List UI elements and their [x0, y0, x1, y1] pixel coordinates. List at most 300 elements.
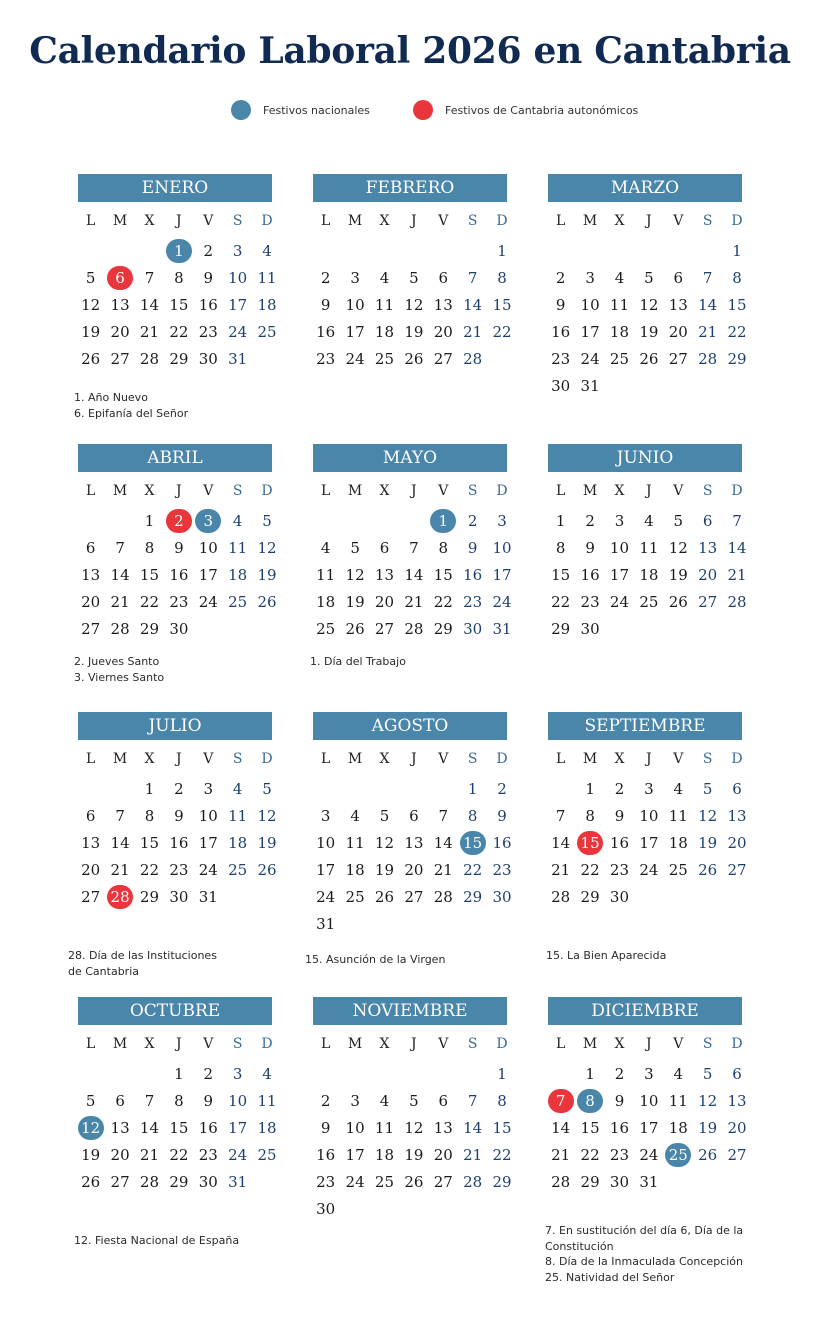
day-cell [487, 857, 516, 884]
day-number: 31 [228, 350, 248, 368]
day-cell [722, 319, 751, 346]
empty-cell [693, 238, 722, 265]
day-cell [487, 1169, 516, 1196]
empty-cell [399, 776, 428, 803]
day-number: 26 [698, 861, 718, 879]
day-cell [105, 562, 134, 589]
day-cell [693, 292, 722, 319]
day-number: 7 [144, 1092, 155, 1110]
day-number: 2 [174, 780, 184, 798]
day-number: 4 [614, 269, 625, 287]
day-cell [223, 346, 252, 373]
day-number: 26 [668, 593, 688, 611]
day-cell [429, 292, 458, 319]
day-number: 16 [316, 1146, 336, 1164]
day-cell [223, 857, 252, 884]
empty-cell [76, 508, 105, 535]
day-cell [575, 1142, 604, 1169]
day-number: 10 [228, 1092, 248, 1110]
month-header: MARZO [548, 174, 742, 202]
empty-cell [458, 1061, 487, 1088]
day-cell [487, 319, 516, 346]
day-number: 20 [404, 861, 424, 879]
day-number: 10 [316, 834, 336, 852]
day-number: 8 [144, 807, 155, 825]
day-cell [370, 1169, 399, 1196]
day-number: 18 [228, 566, 248, 584]
day-number: 25 [668, 861, 688, 879]
day-number: 30 [463, 620, 483, 638]
day-number: 22 [492, 1146, 512, 1164]
day-number: 24 [492, 593, 512, 611]
day-number: 15 [492, 296, 512, 314]
day-number: 22 [580, 1146, 600, 1164]
day-cell [340, 1142, 369, 1169]
day-number: 11 [228, 539, 248, 557]
month-agosto [311, 712, 515, 938]
weekday-label: X [379, 213, 390, 229]
month-header: NOVIEMBRE [313, 997, 507, 1025]
day-number: 26 [374, 888, 395, 906]
weekday-label: V [203, 751, 214, 767]
day-number: 12 [257, 807, 277, 825]
day-number: 27 [727, 861, 747, 879]
day-cell [311, 292, 340, 319]
day-cell [487, 589, 516, 616]
day-cell [370, 1142, 399, 1169]
day-number: 6 [732, 780, 742, 798]
day-cell [135, 1169, 164, 1196]
day-cell [105, 535, 134, 562]
day-cell [634, 1142, 663, 1169]
day-cell [76, 562, 105, 589]
month-header: ABRIL [78, 444, 272, 472]
weekday-label: L [86, 213, 96, 229]
day-number: 19 [257, 834, 277, 852]
weekday-label: M [582, 751, 598, 767]
day-number: 17 [580, 323, 600, 341]
day-number: 10 [639, 1092, 659, 1110]
weekday-label: J [176, 483, 182, 499]
day-cell [664, 1142, 693, 1169]
day-cell [135, 857, 164, 884]
day-cell [664, 776, 693, 803]
day-number: 1 [732, 242, 742, 260]
weekday-label: D [261, 751, 273, 767]
day-number: 20 [110, 1146, 130, 1164]
day-number: 19 [81, 1146, 101, 1164]
day-number: 13 [433, 1119, 453, 1137]
day-cell [575, 1061, 604, 1088]
empty-cell [399, 508, 428, 535]
day-number: 20 [433, 323, 453, 341]
day-number: 13 [668, 296, 688, 314]
day-number: 12 [668, 539, 688, 557]
day-number: 5 [85, 1092, 96, 1110]
day-number: 29 [580, 1173, 600, 1191]
empty-cell [105, 776, 134, 803]
day-cell [135, 265, 164, 292]
day-cell [634, 346, 663, 373]
day-number: 14 [727, 539, 747, 557]
weekday-label: M [347, 1036, 363, 1052]
day-number: 17 [639, 834, 659, 852]
weekday-label: L [86, 751, 96, 767]
weekday-label: S [702, 213, 713, 229]
day-number: 26 [698, 1146, 718, 1164]
day-cell [223, 562, 252, 589]
day-cell [164, 857, 193, 884]
holiday-note: 15. Asunción de la Virgen [305, 953, 446, 966]
day-number: 28 [463, 350, 483, 368]
day-number: 5 [644, 269, 654, 287]
day-cell [105, 803, 134, 830]
day-number: 7 [438, 807, 449, 825]
day-number: 1 [144, 780, 155, 798]
weekday-label: S [467, 1036, 478, 1052]
day-cell [634, 562, 663, 589]
day-cell [664, 1115, 693, 1142]
day-number: 22 [551, 593, 571, 611]
day-number: 3 [585, 269, 595, 287]
day-number: 29 [580, 888, 600, 906]
day-cell [223, 1115, 252, 1142]
day-number: 2 [497, 780, 507, 798]
day-cell [340, 830, 369, 857]
day-cell [194, 1088, 223, 1115]
day-cell [311, 803, 340, 830]
day-cell [223, 1169, 252, 1196]
day-number: 9 [585, 539, 595, 557]
day-cell [546, 803, 575, 830]
day-number: 12 [81, 296, 101, 314]
day-number: 22 [727, 323, 747, 341]
day-cell [194, 884, 223, 911]
day-number: 20 [698, 566, 718, 584]
day-cell [164, 238, 193, 265]
weekday-header-row [76, 480, 280, 502]
day-cell [693, 535, 722, 562]
weekday-label: X [614, 213, 625, 229]
day-cell [429, 884, 458, 911]
holiday-notes [74, 390, 284, 421]
day-cell [164, 589, 193, 616]
day-number: 14 [139, 1119, 160, 1137]
day-cell [223, 535, 252, 562]
weekday-label: V [438, 213, 449, 229]
day-cell [311, 265, 340, 292]
holiday-note: 8. Día de la Inmaculada Concepción [545, 1255, 743, 1268]
day-cell [722, 830, 751, 857]
day-cell [399, 535, 428, 562]
day-number: 4 [262, 1065, 272, 1083]
day-cell [605, 508, 634, 535]
day-cell [429, 562, 458, 589]
month-febrero [311, 174, 515, 373]
holiday-note: 12. Fiesta Nacional de España [74, 1234, 240, 1247]
holiday-notes [74, 654, 284, 685]
day-cell [605, 803, 634, 830]
national-holiday-day: 15 [460, 831, 486, 855]
day-cell [252, 857, 281, 884]
day-number: 5 [673, 512, 684, 530]
day-number: 30 [551, 377, 571, 395]
day-number: 11 [257, 269, 277, 287]
day-number: 29 [139, 620, 160, 638]
day-cell [105, 346, 134, 373]
month-header: OCTUBRE [78, 997, 272, 1025]
day-number: 29 [169, 1173, 189, 1191]
day-number: 10 [345, 296, 365, 314]
weekday-label: S [467, 751, 478, 767]
day-cell [693, 346, 722, 373]
day-number: 9 [320, 296, 331, 314]
day-number: 18 [316, 593, 336, 611]
holiday-notes [546, 948, 756, 964]
day-cell [429, 1088, 458, 1115]
day-cell [605, 884, 634, 911]
day-cell [575, 1115, 604, 1142]
day-cell [252, 1061, 281, 1088]
days-grid [546, 508, 750, 643]
day-cell [370, 1088, 399, 1115]
weekday-label: M [582, 1036, 598, 1052]
day-number: 23 [169, 593, 189, 611]
weekday-label: D [731, 751, 743, 767]
day-cell [194, 803, 223, 830]
day-number: 5 [85, 269, 96, 287]
day-cell [458, 319, 487, 346]
day-number: 18 [257, 1119, 277, 1137]
day-cell [252, 1115, 281, 1142]
weekday-label: S [232, 483, 243, 499]
day-number: 8 [555, 539, 566, 557]
day-cell [194, 535, 223, 562]
day-number: 13 [81, 566, 101, 584]
day-cell [340, 616, 369, 643]
day-cell [605, 1142, 634, 1169]
weekday-label: J [646, 213, 652, 229]
day-cell [487, 265, 516, 292]
day-number: 3 [320, 807, 331, 825]
weekday-label: V [438, 751, 449, 767]
days-grid [76, 508, 280, 643]
day-number: 17 [198, 566, 218, 584]
day-number: 12 [404, 1119, 424, 1137]
day-cell [164, 292, 193, 319]
day-number: 26 [639, 350, 659, 368]
day-cell [487, 616, 516, 643]
weekday-label: J [411, 483, 417, 499]
day-number: 21 [139, 323, 160, 341]
day-number: 5 [702, 1065, 713, 1083]
day-number: 14 [139, 296, 160, 314]
day-number: 8 [467, 807, 478, 825]
day-number: 17 [345, 1146, 365, 1164]
day-number: 22 [492, 323, 512, 341]
day-cell [546, 346, 575, 373]
day-cell [105, 319, 134, 346]
day-number: 31 [316, 915, 336, 933]
day-cell [340, 346, 369, 373]
holiday-notes [545, 1223, 745, 1285]
holiday-note: 28. Día de las Instituciones de Cantabria [68, 949, 217, 978]
weekday-label: X [144, 213, 155, 229]
day-number: 31 [639, 1173, 659, 1191]
weekday-label: M [347, 751, 363, 767]
day-number: 28 [139, 350, 160, 368]
day-cell [135, 292, 164, 319]
day-number: 18 [639, 566, 659, 584]
regional-holiday-day: 15 [577, 831, 603, 855]
day-cell [164, 616, 193, 643]
day-cell [487, 1061, 516, 1088]
day-cell [223, 589, 252, 616]
day-number: 12 [698, 1092, 718, 1110]
day-cell [458, 1088, 487, 1115]
day-number: 11 [345, 834, 365, 852]
empty-cell [429, 776, 458, 803]
empty-cell [311, 1061, 340, 1088]
day-cell [76, 857, 105, 884]
day-cell [194, 1169, 223, 1196]
weekday-label: X [379, 1036, 390, 1052]
day-cell [223, 776, 252, 803]
day-number: 6 [115, 1092, 125, 1110]
day-cell [664, 346, 693, 373]
day-number: 30 [492, 888, 512, 906]
day-cell [252, 803, 281, 830]
day-cell [252, 589, 281, 616]
weekday-label: M [112, 1036, 128, 1052]
day-cell [634, 803, 663, 830]
day-number: 12 [257, 539, 277, 557]
day-cell [311, 1196, 340, 1223]
day-number: 30 [609, 888, 630, 906]
day-number: 21 [463, 323, 483, 341]
day-cell [252, 1142, 281, 1169]
weekday-label: D [731, 483, 743, 499]
day-cell [105, 265, 134, 292]
day-number: 22 [463, 861, 483, 879]
weekday-label: V [673, 483, 684, 499]
empty-cell [340, 1061, 369, 1088]
day-cell [194, 292, 223, 319]
day-number: 13 [404, 834, 424, 852]
day-cell [311, 319, 340, 346]
day-cell [634, 535, 663, 562]
day-cell [575, 346, 604, 373]
day-number: 4 [644, 512, 654, 530]
day-number: 21 [463, 1146, 483, 1164]
day-number: 20 [727, 834, 747, 852]
empty-cell [546, 776, 575, 803]
day-cell [546, 1142, 575, 1169]
day-number: 29 [551, 620, 571, 638]
day-number: 6 [85, 539, 96, 557]
day-cell [164, 508, 193, 535]
day-number: 1 [585, 1065, 595, 1083]
weekday-label: S [467, 213, 478, 229]
day-cell [546, 589, 575, 616]
day-number: 10 [345, 1119, 365, 1137]
day-number: 19 [374, 861, 395, 879]
day-cell [164, 1115, 193, 1142]
day-number: 13 [81, 834, 101, 852]
day-cell [458, 292, 487, 319]
empty-cell [340, 776, 369, 803]
weekday-label: S [232, 751, 243, 767]
day-cell [105, 857, 134, 884]
day-number: 15 [727, 296, 747, 314]
day-cell [135, 1088, 164, 1115]
weekday-label: M [112, 483, 128, 499]
day-cell [252, 562, 281, 589]
weekday-label: J [176, 213, 182, 229]
day-number: 25 [316, 620, 336, 638]
day-number: 24 [639, 861, 659, 879]
weekday-header-row [311, 1033, 515, 1055]
day-cell [429, 857, 458, 884]
day-number: 10 [228, 269, 248, 287]
day-cell [164, 319, 193, 346]
day-cell [575, 373, 604, 400]
month-septiembre [546, 712, 750, 911]
day-cell [76, 1115, 105, 1142]
day-cell [546, 884, 575, 911]
weekday-label: L [321, 1036, 331, 1052]
day-cell [223, 803, 252, 830]
day-cell [252, 265, 281, 292]
day-number: 30 [609, 1173, 630, 1191]
days-grid [546, 776, 750, 911]
day-cell [76, 535, 105, 562]
day-number: 4 [379, 1092, 390, 1110]
month-abril [76, 444, 280, 643]
day-cell [693, 803, 722, 830]
day-number: 27 [433, 1173, 453, 1191]
day-cell [223, 1088, 252, 1115]
day-cell [664, 508, 693, 535]
day-cell [76, 265, 105, 292]
day-number: 12 [345, 566, 365, 584]
day-cell [105, 1088, 134, 1115]
day-number: 9 [555, 296, 566, 314]
day-cell [575, 830, 604, 857]
day-number: 4 [379, 269, 390, 287]
day-number: 7 [115, 807, 125, 825]
day-number: 25 [228, 593, 248, 611]
day-number: 5 [262, 512, 272, 530]
day-cell [76, 589, 105, 616]
day-cell [546, 373, 575, 400]
day-number: 19 [345, 593, 365, 611]
day-cell [76, 803, 105, 830]
day-cell [487, 830, 516, 857]
day-cell [311, 884, 340, 911]
empty-cell [429, 238, 458, 265]
day-cell [693, 562, 722, 589]
weekday-label: J [411, 213, 417, 229]
month-header: AGOSTO [313, 712, 507, 740]
national-holiday-day: 12 [78, 1116, 104, 1140]
day-cell [634, 776, 663, 803]
day-number: 9 [320, 1119, 331, 1137]
day-cell [311, 911, 340, 938]
days-grid [76, 238, 280, 373]
weekday-label: L [556, 213, 566, 229]
day-number: 4 [232, 780, 243, 798]
